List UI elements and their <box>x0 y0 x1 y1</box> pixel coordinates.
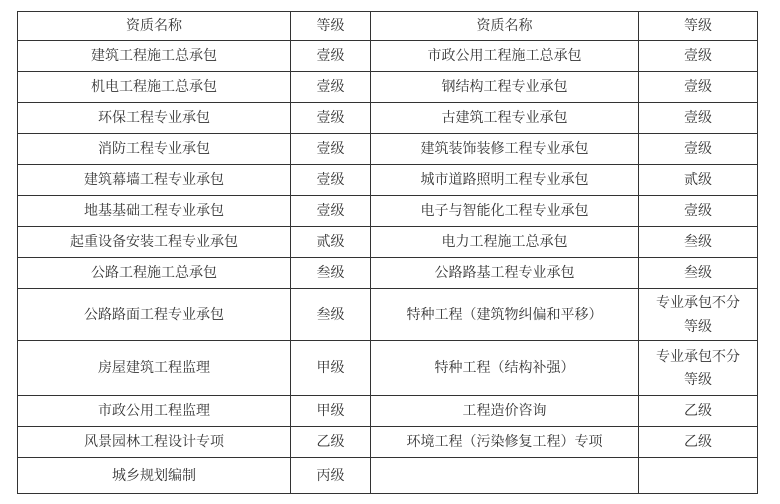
grade-cell: 叁级 <box>639 257 758 288</box>
qualification-name-cell: 城市道路照明工程专业承包 <box>371 164 639 195</box>
table-row <box>18 71 758 102</box>
qualification-name-cell: 环保工程专业承包 <box>18 102 291 133</box>
qualification-name-cell: 消防工程专业承包 <box>18 133 291 164</box>
qualification-name-cell: 地基基础工程专业承包 <box>18 195 291 226</box>
grade-cell: 乙级 <box>291 427 371 458</box>
grade-cell: 叁级 <box>291 288 371 341</box>
qualification-name-cell: 公路工程施工总承包 <box>18 257 291 288</box>
qualification-name-cell: 建筑幕墙工程专业承包 <box>18 164 291 195</box>
grade-cell: 壹级 <box>291 164 371 195</box>
qualification-name-cell: 建筑工程施工总承包 <box>18 40 291 71</box>
grade-cell: 壹级 <box>291 40 371 71</box>
grade-cell: 甲级 <box>291 341 371 396</box>
table-row <box>18 257 758 288</box>
table-row <box>18 102 758 133</box>
grade-cell: 壹级 <box>291 133 371 164</box>
qualification-name-cell: 风景园林工程设计专项 <box>18 427 291 458</box>
grade-cell: 乙级 <box>639 396 758 427</box>
qualification-name-cell: 市政公用工程施工总承包 <box>371 40 639 71</box>
qualification-name-cell: 公路路基工程专业承包 <box>371 257 639 288</box>
grade-cell <box>639 458 758 494</box>
column-header-grade-right: 等级 <box>639 12 758 41</box>
qualification-name-cell: 环境工程（污染修复工程）专项 <box>371 427 639 458</box>
qualification-name-cell: 钢结构工程专业承包 <box>371 71 639 102</box>
grade-cell: 壹级 <box>291 71 371 102</box>
qualification-name-cell: 城乡规划编制 <box>18 458 291 494</box>
qualification-name-cell: 电子与智能化工程专业承包 <box>371 195 639 226</box>
table-body <box>18 40 758 494</box>
qualification-name-cell: 工程造价咨询 <box>371 396 639 427</box>
grade-cell: 专业承包不分等级 <box>639 341 758 396</box>
table-row <box>18 427 758 458</box>
table-row <box>18 396 758 427</box>
qualification-table <box>17 11 758 494</box>
table-row <box>18 341 758 396</box>
qualification-name-cell: 房屋建筑工程监理 <box>18 341 291 396</box>
column-header-name-left: 资质名称 <box>18 12 291 41</box>
grade-cell: 乙级 <box>639 427 758 458</box>
qualification-name-cell: 电力工程施工总承包 <box>371 226 639 257</box>
grade-cell: 丙级 <box>291 458 371 494</box>
qualification-name-cell: 特种工程（建筑物纠偏和平移） <box>371 288 639 341</box>
grade-cell: 壹级 <box>291 102 371 133</box>
qualification-name-cell: 公路路面工程专业承包 <box>18 288 291 341</box>
qualification-name-cell <box>371 458 639 494</box>
grade-cell: 叁级 <box>291 257 371 288</box>
grade-cell: 壹级 <box>639 71 758 102</box>
table-row <box>18 164 758 195</box>
table-row <box>18 458 758 494</box>
column-header-name-right: 资质名称 <box>371 12 639 41</box>
grade-cell: 专业承包不分等级 <box>639 288 758 341</box>
grade-cell: 壹级 <box>291 195 371 226</box>
grade-cell: 甲级 <box>291 396 371 427</box>
qualification-name-cell: 起重设备安装工程专业承包 <box>18 226 291 257</box>
grade-cell: 壹级 <box>639 40 758 71</box>
grade-cell: 贰级 <box>291 226 371 257</box>
grade-cell: 贰级 <box>639 164 758 195</box>
qualification-name-cell: 古建筑工程专业承包 <box>371 102 639 133</box>
table-row <box>18 288 758 341</box>
table-header-row <box>18 12 758 41</box>
qualification-name-cell: 机电工程施工总承包 <box>18 71 291 102</box>
grade-cell: 壹级 <box>639 133 758 164</box>
qualification-name-cell: 特种工程（结构补强） <box>371 341 639 396</box>
table-row <box>18 195 758 226</box>
qualification-name-cell: 建筑装饰装修工程专业承包 <box>371 133 639 164</box>
table-row <box>18 226 758 257</box>
grade-cell: 壹级 <box>639 102 758 133</box>
table-row <box>18 133 758 164</box>
qualification-name-cell: 市政公用工程监理 <box>18 396 291 427</box>
grade-cell: 壹级 <box>639 195 758 226</box>
column-header-grade-left: 等级 <box>291 12 371 41</box>
grade-cell: 叁级 <box>639 226 758 257</box>
table-row <box>18 40 758 71</box>
